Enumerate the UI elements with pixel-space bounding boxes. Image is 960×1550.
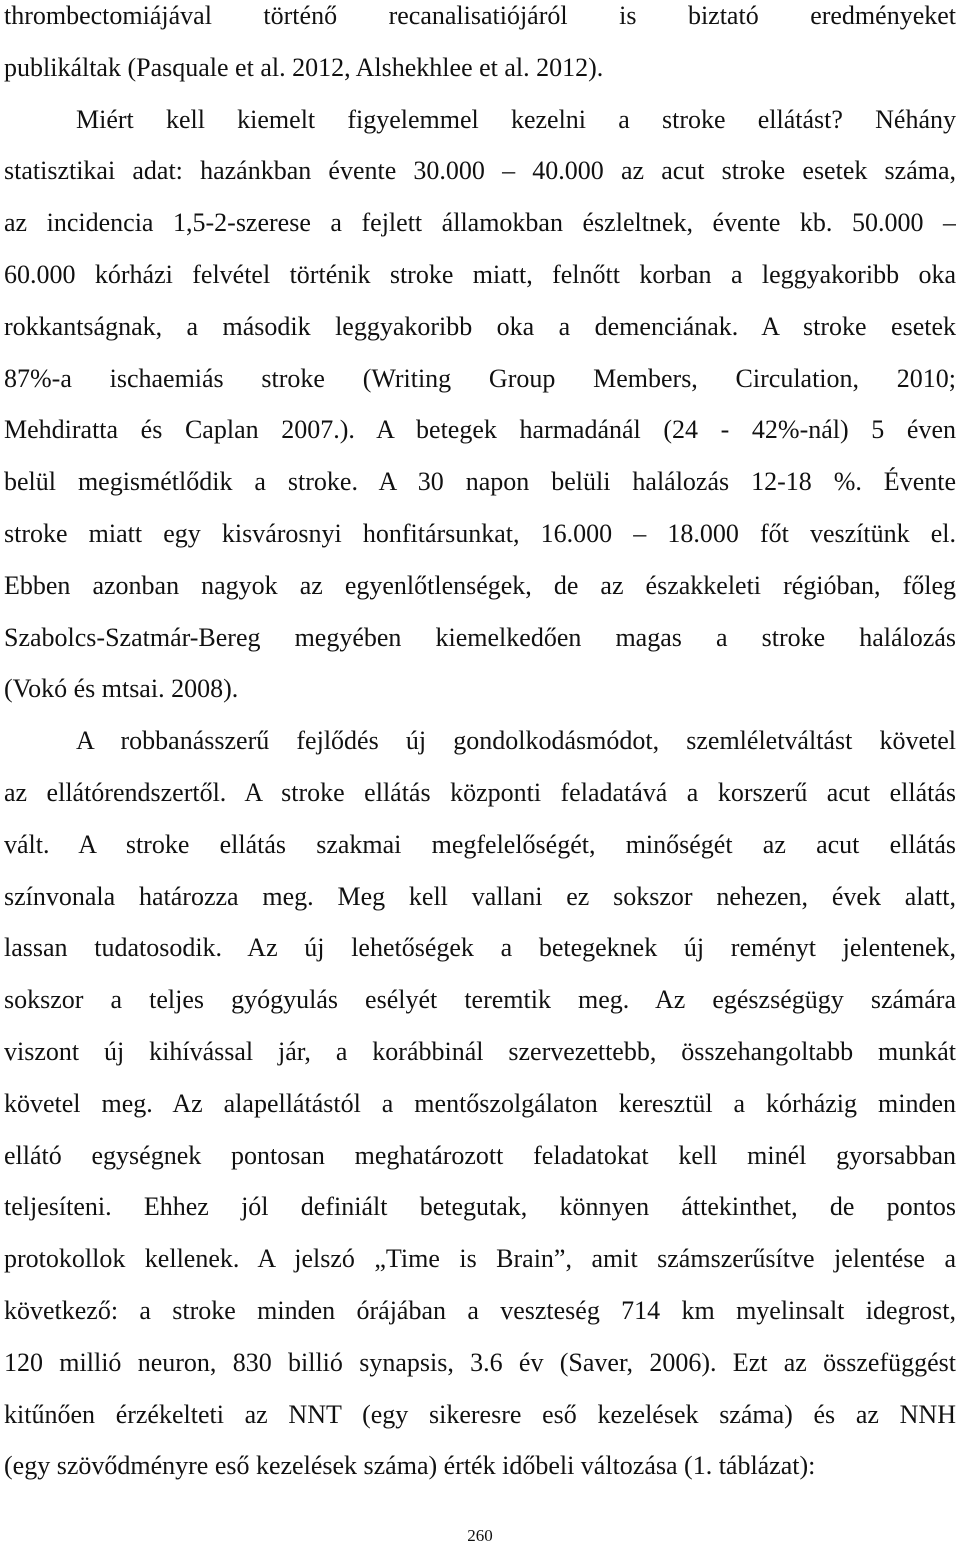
text-line: rokkantságnak, a második leggyakoribb oka a demenciának. A stroke esetek xyxy=(4,311,956,341)
text-line: (egy szövődményre eső kezelések száma) érték időbeli változása (1. táblázat): xyxy=(4,1451,816,1481)
text-line: 60.000 kórházi felvétel történik stroke miatt, felnőtt korban a leggyakoribb oka xyxy=(4,259,956,289)
text-line: stroke miatt egy kisvárosnyi honfitársunkat, 16.000 – 18.000 főt veszítünk el. xyxy=(4,518,956,548)
text-line: protokollok kellenek. A jelszó „Time is Brain”, amit számszerűsítve jelentése a xyxy=(4,1244,956,1274)
page-number: 260 xyxy=(467,1526,493,1545)
text-line: A robbanásszerű fejlődés új gondolkodásmódot, szemléletváltást követel xyxy=(76,726,956,756)
text-line: Szabolcs-Szatmár-Bereg megyében kiemelkedően magas a stroke halálozás xyxy=(4,622,956,652)
text-line: (Vokó és mtsai. 2008). xyxy=(4,674,239,704)
text-line: Mehdiratta és Caplan 2007.). A betegek harmadánál (24 - 42%-nál) 5 éven xyxy=(4,415,956,445)
text-line: 87%-a ischaemiás stroke (Writing Group Members, Circulation, 2010; xyxy=(4,363,956,393)
text-line: sokszor a teljes gyógyulás esélyét teremtik meg. Az egészségügy számára xyxy=(4,985,956,1015)
text-line: kitűnően érzékelteti az NNT (egy sikeresre eső kezelések száma) és az NNH xyxy=(4,1399,956,1429)
text-line: következő: a stroke minden órájában a veszteség 714 km myelinsalt idegrost, xyxy=(4,1295,956,1325)
text-line: belül megismétlődik a stroke. A 30 napon belüli halálozás 12-18 %. Évente xyxy=(4,467,956,497)
text-line: követel meg. Az alapellátástól a mentőszolgálaton keresztül a kórházig minden xyxy=(4,1088,956,1118)
text-line: 120 millió neuron, 830 billió synapsis, 3.6 év (Saver, 2006). Ezt az összefüggést xyxy=(4,1347,956,1377)
text-line: viszont új kihívással jár, a korábbinál szervezettebb, összehangoltabb munkát xyxy=(4,1036,956,1066)
text-line: vált. A stroke ellátás szakmai megfelelőségét, minőségét az acut ellátás xyxy=(4,829,956,859)
text-line: thrombectomiájával történő recanalisatiójáról is biztató eredményeket xyxy=(4,1,956,30)
text-line: publikáltak (Pasquale et al. 2012, Alshekhlee et al. 2012). xyxy=(4,52,604,82)
text-line: teljesíteni. Ehhez jól definiált betegutak, könnyen áttekinthet, de pontos xyxy=(4,1192,956,1222)
text-line: színvonala határozza meg. Meg kell vallani ez sokszor nehezen, évek alatt, xyxy=(4,881,956,911)
text-line: az incidencia 1,5-2-szerese a fejlett államokban észleltnek, évente kb. 50.000 – xyxy=(4,208,956,238)
text-line: Miért kell kiemelt figyelemmel kezelni a stroke ellátást? Néhány xyxy=(76,104,956,134)
text-line: lassan tudatosodik. Az új lehetőségek a betegeknek új reményt jelentenek, xyxy=(4,933,956,963)
text-line: az ellátórendszertől. A stroke ellátás központi feladatává a korszerű acut ellátás xyxy=(4,777,956,807)
text-line: ellátó egységnek pontosan meghatározott feladatokat kell minél gyorsabban xyxy=(4,1140,956,1170)
body-text xyxy=(4,0,956,1492)
text-line: Ebben azonban nagyok az egyenlőtlenségek, de az északkeleti régióban, főleg xyxy=(4,570,956,600)
text-line: statisztikai adat: hazánkban évente 30.000 – 40.000 az acut stroke esetek száma, xyxy=(4,156,956,186)
